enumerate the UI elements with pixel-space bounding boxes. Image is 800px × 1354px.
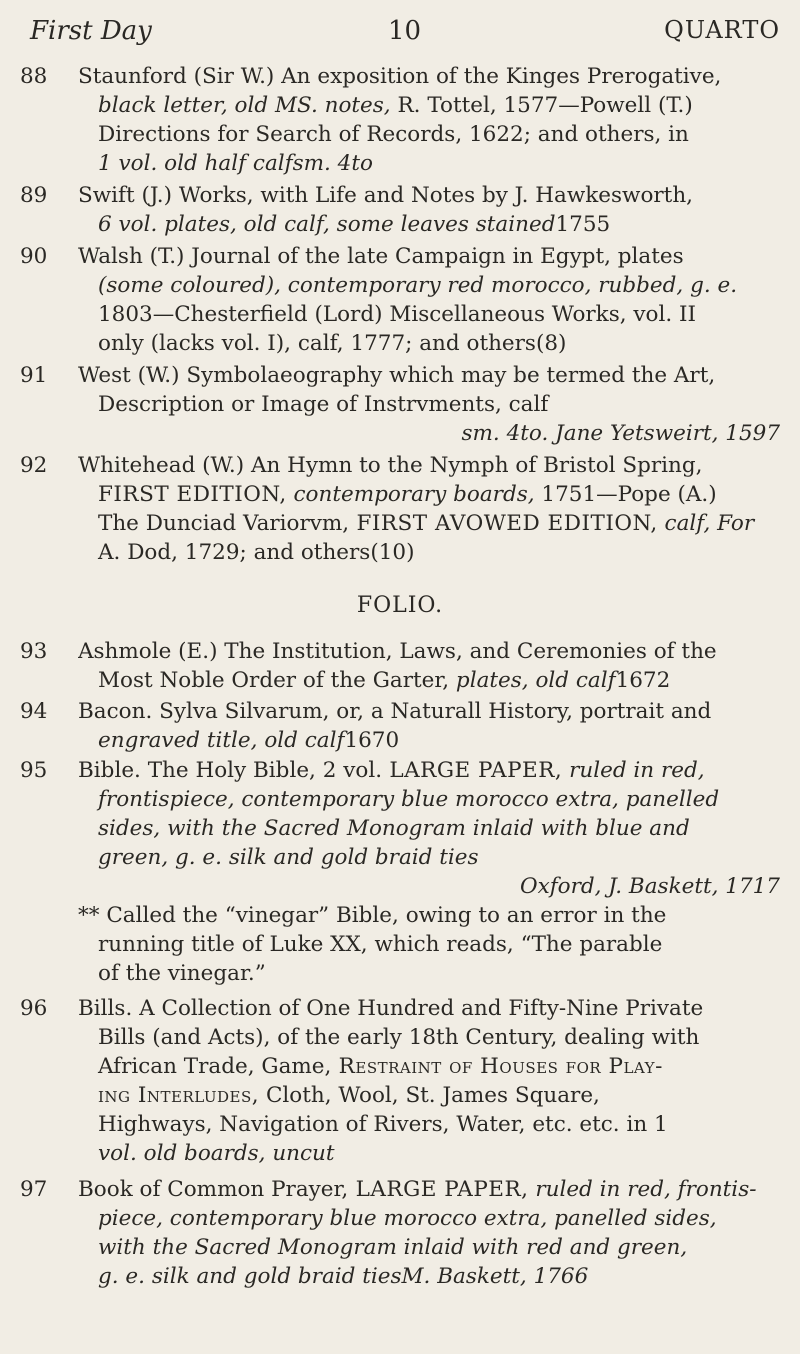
lot-text: black letter, old MS. notes, R. Tottel, 1577—Powell (T.) <box>98 93 693 118</box>
lot-text: Description or Image of Instrvments, calf <box>98 392 549 417</box>
lot-number: 90 <box>20 244 48 269</box>
lot-text: sm. 4to. Jane Yetsweirt, 1597 <box>461 421 780 446</box>
lot-text: 1803—Chesterfield (Lord) Miscellaneous Works, vol. II <box>98 302 697 327</box>
lot-number: 94 <box>20 699 48 724</box>
page-header <box>30 16 780 52</box>
lot-number: 88 <box>20 64 48 89</box>
lot-number: 89 <box>20 183 48 208</box>
lot-number: 93 <box>20 639 48 664</box>
lot-text: Ashmole (E.) The Institution, Laws, and Ceremonies of the <box>78 639 717 664</box>
lot-95 <box>20 756 780 988</box>
lot-text: (some coloured), contemporary red morocco, rubbed, g. e. <box>98 273 738 298</box>
lot-note: running title of Luke XX, which reads, “The parable <box>98 932 663 957</box>
lot-text: Staunford (Sir W.) An exposition of the Kinges Prerogative, <box>78 64 722 89</box>
lot-text: 6 vol. plates, old calf, some leaves stained1755 <box>98 212 611 237</box>
lot-text: FIRST EDITION, contemporary boards, 1751—Pope (A.) <box>98 482 717 507</box>
lot-text: with the Sacred Monogram inlaid with red and green, <box>98 1235 688 1260</box>
lot-text: African Trade, Game, Restraint of Houses for Play- <box>98 1054 663 1079</box>
lot-text: Most Noble Order of the Garter, plates, old calf1672 <box>98 668 671 693</box>
header-page-number: 10 <box>388 16 422 46</box>
lot-93 <box>20 637 780 695</box>
lot-text: frontispiece, contemporary blue morocco extra, panelled <box>98 787 720 812</box>
lot-text: green, g. e. silk and gold braid ties <box>98 845 479 870</box>
lot-96 <box>20 994 780 1168</box>
lot-91 <box>20 361 780 448</box>
lot-text: Bills (and Acts), of the early 18th Century, dealing with <box>98 1025 700 1050</box>
lot-92 <box>20 451 780 567</box>
lot-text: engraved title, old calf1670 <box>98 728 400 753</box>
lot-97 <box>20 1175 780 1291</box>
lot-89 <box>20 181 780 239</box>
lot-text: A. Dod, 1729; and others(10) <box>98 540 415 565</box>
lot-text: Oxford, J. Baskett, 1717 <box>519 874 780 899</box>
lot-text: ing Interludes, Cloth, Wool, St. James Square, <box>98 1083 600 1108</box>
lot-text: Highways, Navigation of Rivers, Water, etc. etc. in 1 <box>98 1112 668 1137</box>
lot-number: 92 <box>20 453 48 478</box>
lot-number: 95 <box>20 758 48 783</box>
lot-text: The Dunciad Variorvm, FIRST AVOWED EDITION, calf, For <box>98 511 755 536</box>
header-day: First Day <box>30 16 152 46</box>
lot-note: ** Called the “vinegar” Bible, owing to an error in the <box>78 903 667 928</box>
lot-number: 96 <box>20 996 48 1021</box>
lot-text: g. e. silk and gold braid tiesM. Baskett, 1766 <box>98 1264 589 1289</box>
lot-number: 91 <box>20 363 48 388</box>
lot-text: piece, contemporary blue morocco extra, panelled sides, <box>98 1206 717 1231</box>
lot-text: Whitehead (W.) An Hymn to the Nymph of Bristol Spring, <box>78 453 703 478</box>
lot-text: West (W.) Symbolaeography which may be termed the Art, <box>78 363 716 388</box>
lot-text: Directions for Search of Records, 1622; and others, in <box>98 122 689 147</box>
lot-text: only (lacks vol. I), calf, 1777; and others(8) <box>98 331 567 356</box>
lot-text: Walsh (T.) Journal of the late Campaign in Egypt, plates <box>78 244 684 269</box>
lot-note: of the vinegar.” <box>98 961 266 986</box>
lot-text: 1 vol. old half calfsm. 4to <box>98 151 373 176</box>
lot-text: Bacon. Sylva Silvarum, or, a Naturall History, portrait and <box>78 699 712 724</box>
section-heading-folio: FOLIO. <box>356 593 444 618</box>
lot-text: Book of Common Prayer, LARGE PAPER, ruled in red, frontis- <box>78 1177 757 1202</box>
lot-text: Swift (J.) Works, with Life and Notes by J. Hawkesworth, <box>78 183 694 208</box>
header-format: QUARTO <box>664 16 780 44</box>
lot-94 <box>20 697 780 755</box>
lot-text: vol. old boards, uncut <box>98 1141 335 1166</box>
lot-number: 97 <box>20 1177 48 1202</box>
lot-text: Bible. The Holy Bible, 2 vol. LARGE PAPER, ruled in red, <box>78 758 705 783</box>
lot-text: Bills. A Collection of One Hundred and Fifty-Nine Private <box>78 996 704 1021</box>
lot-text: sides, with the Sacred Monogram inlaid with blue and <box>98 816 690 841</box>
lot-90 <box>20 242 780 358</box>
lot-88 <box>20 62 780 178</box>
